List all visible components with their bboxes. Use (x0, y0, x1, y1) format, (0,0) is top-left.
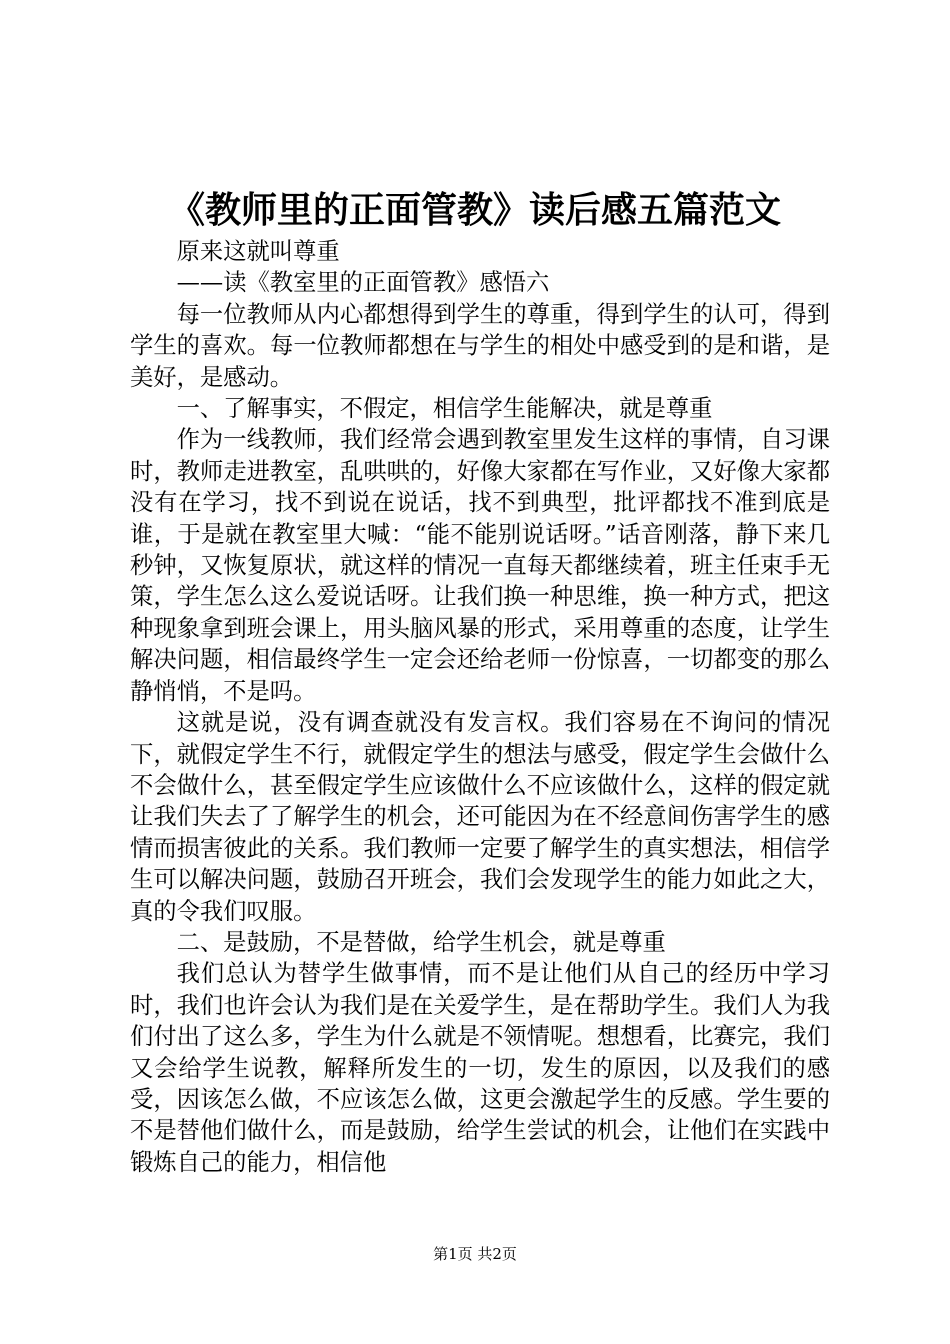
body-paragraph: 我们总认为替学生做事情，而不是让他们从自己的经历中学习时，我们也许会认为我们是在关爱学生，是在帮助学生。我们人为我们付出了这么多，学生为什么就是不领情呢。想想看，比赛完，我们又会给学生说教，解释所发生的一切，发生的原因，以及我们的感受，因该怎么做，不应该怎么做，这更会激起学生的反感。学生要的不是替他们做什么，而是鼓励，给学生尝试的机会，让他们在实践中锻炼自己的能力，相信他 (130, 960, 830, 1176)
section-heading: 二、是鼓励，不是替做，给学生机会，就是尊重 (176, 928, 666, 956)
document-body (130, 236, 830, 1178)
body-paragraph: 这就是说，没有调查就没有发言权。我们容易在不询问的情况下，就假定学生不行，就假定学生的想法与感受，假定学生会做什么不会做什么，甚至假定学生应该做什么不应该做什么，这样的假定就让我们失去了了解学生的机会，还可能因为在不经意间伤害学生的感情而损害彼此的关系。我们教师一定要了解学生的真实想法，相信学生可以解决问题，鼓励召开班会，我们会发现学生的能力如此之大，真的令我们叹服。 (130, 709, 830, 925)
section-heading: 一、了解事实，不假定，相信学生能解决，就是尊重 (176, 395, 713, 423)
page-footer: 第1页 共2页 (433, 1245, 517, 1263)
subtitle-source-line: ——读《教室里的正面管教》感悟六 (176, 269, 550, 297)
body-paragraph: 作为一线教师，我们经常会遇到教室里发生这样的事情，自习课时，教师走进教室，乱哄哄的，好像大家都在写作业，又好像大家都没有在学习，找不到说在说话，找不到典型，批评都找不准到底是谁，于是就在教室里大喊：“能不能别说话呀。”话音刚落，静下来几秒钟，又恢复原状，就这样的情况一直每天都继续着，班主任束手无策，学生怎么这么爱说话呀。让我们换一种思维，换一种方式，把这种现象拿到班会课上，用头脑风暴的形式，采用尊重的态度，让学生解决问题，相信最终学生一定会还给老师一份惊喜，一切都变的那么静悄悄，不是吗。 (130, 426, 830, 705)
subtitle-line: 原来这就叫尊重 (176, 238, 340, 265)
document-title: 《教师里的正面管教》读后感五篇范文 (168, 189, 781, 231)
body-paragraph: 每一位教师从内心都想得到学生的尊重，得到学生的认可，得到学生的喜欢。每一位教师都想在与学生的相处中感受到的是和谐，是美好，是感动。 (130, 300, 830, 391)
